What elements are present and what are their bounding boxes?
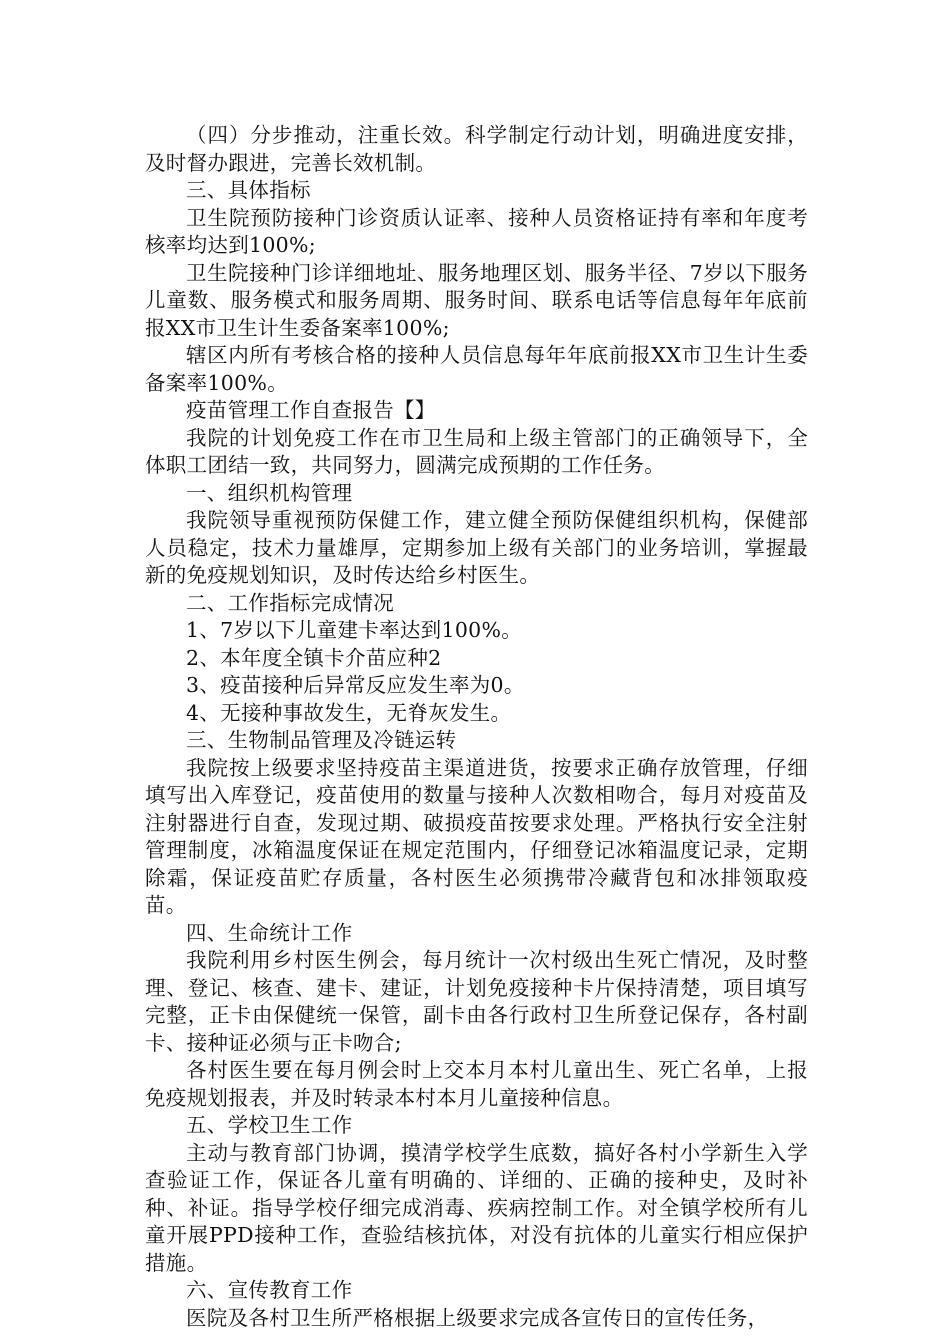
paragraph: 我院领导重视预防保健工作，建立健全预防保健组织机构，保健部人员稳定，技术力量雄厚，定期参加上级有关部门的业务培训，掌握最新的免疫规划知识，及时传达给乡村医生。 [145,508,808,587]
paragraph: 卫生院预防接种门诊资质认证率、接种人员资格证持有率和年度考核率均达到100%; [145,205,808,257]
section-heading: 一、组织机构管理 [186,480,353,505]
paragraph: 辖区内所有考核合格的接种人员信息每年年底前报XX市卫生计生委备案率100%。 [145,343,808,395]
section-heading: 四、生命统计工作 [186,920,353,945]
paragraph: 各村医生要在每月例会时上交本月本村儿童出生、死亡名单，上报免疫规划报表，并及时转录本村本月儿童接种信息。 [145,1058,808,1110]
section-heading: 三、具体指标 [186,178,311,202]
paragraph: 我院利用乡村医生例会，每月统计一次村级出生死亡情况，及时整理、登记、核查、建卡、建证，计划免疫接种卡片保持清楚，项目填写完整，正卡由保健统一保管，副卡由各行政村卫生所登记保存，各村副卡、接种证必须与正卡吻合; [145,948,808,1055]
section-heading: 五、学校卫生工作 [186,1113,353,1137]
document-page [145,122,808,1332]
paragraph: （四）分步推动，注重长效。科学制定行动计划，明确进度安排，及时督办跟进，完善长效机制。 [145,123,808,175]
section-heading: 三、生物制品管理及冷链运转 [186,728,457,752]
section-heading: 二、工作指标完成情况 [186,590,394,615]
paragraph: 医院及各村卫生所严格根据上级要求完成各宣传日的宣传任务， [186,1305,769,1330]
paragraph: 我院的计划免疫工作在市卫生局和上级主管部门的正确领导下，全体职工团结一致，共同努力，圆满完成预期的工作任务。 [145,425,808,477]
report-title: 疫苗管理工作自查报告【】 [186,398,436,422]
paragraph: 我院按上级要求坚持疫苗主渠道进货，按要求正确存放管理，仔细填写出入库登记，疫苗使用的数量与接种人次数相吻合，每月对疫苗及注射器进行自查，发现过期、破损疫苗按要求处理。严格执行安全注射管理制度，冰箱温度保证在规定范围内，仔细登记冰箱温度记录，定期除霜，保证疫苗贮存质量，各村医生必须携带冷藏背包和冰排领取疫苗。 [145,755,808,917]
section-heading: 六、宣传教育工作 [186,1278,353,1302]
paragraph: 卫生院接种门诊详细地址、服务地理区划、服务半径、7岁以下服务儿童数、服务模式和服务周期、服务时间、联系电话等信息每年年底前报XX市卫生计生委备案率100%; [145,260,808,340]
list-item: 4、无接种事故发生，无脊灰发生。 [186,700,512,725]
list-item: 1、7岁以下儿童建卡率达到100%。 [186,618,523,642]
list-item: 2、本年度全镇卡介苗应种2 [186,645,442,670]
paragraph: 主动与教育部门协调，摸清学校学生底数，搞好各村小学新生入学查验证工作，保证各儿童有明确的、详细的、正确的接种史，及时补种、补证。指导学校仔细完成消毒、疾病控制工作。对全镇学校所有儿童开展PPD接种工作，查验结核抗体，对没有抗体的儿童实行相应保护措施。 [145,1140,808,1275]
list-item: 3、疫苗接种后异常反应发生率为0。 [186,673,525,697]
